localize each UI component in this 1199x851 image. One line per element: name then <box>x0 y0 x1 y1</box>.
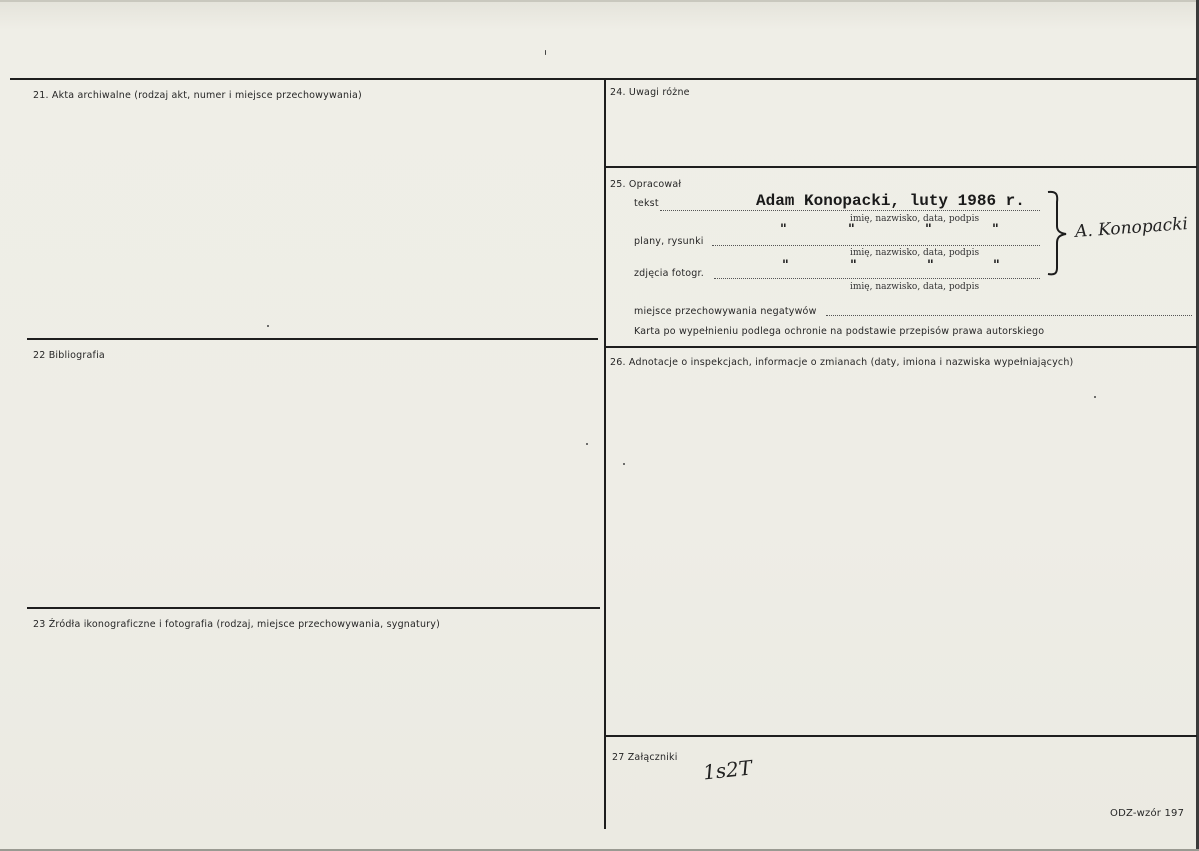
ditto-mark: " <box>850 258 857 273</box>
field-26-label: 26. Adnotacje o inspekcjach, informacje o zmianach (daty, imiona i nazwiska wypełniających) <box>610 357 1074 368</box>
ditto-mark: " <box>848 222 855 237</box>
center-divider <box>604 79 606 829</box>
paper-speck <box>545 50 546 55</box>
copyright-note: Karta po wypełnieniu podlega ochronie na podstawie przepisów prawa autorskiego <box>634 326 1045 337</box>
rule-23 <box>27 607 600 609</box>
ditto-mark: " <box>927 258 934 273</box>
form-code-footer: ODZ-wzór 197 <box>1110 808 1185 819</box>
ditto-mark: " <box>992 222 999 237</box>
zdjecia-caption: imię, nazwisko, data, podpis <box>850 282 980 292</box>
signature: A. Konopacki <box>1074 214 1189 242</box>
paper-speck <box>267 325 269 327</box>
ditto-mark: " <box>780 222 787 237</box>
field-23-label: 23 Źródła ikonograficzne i fotografia (rodzaj, miejsce przechowywania, sygnatury) <box>33 619 441 630</box>
top-edge <box>0 0 1199 2</box>
field-22-label: 22 Bibliografia <box>33 350 105 361</box>
rule-22 <box>27 338 598 340</box>
ditto-mark: " <box>782 258 789 273</box>
negatywy-line <box>826 315 1192 316</box>
negatywy-label: miejsce przechowywania negatywów <box>634 306 817 317</box>
field-25-label: 25. Opracował <box>610 179 682 190</box>
field-24-label: 24. Uwagi różne <box>610 87 690 98</box>
rule-26 <box>605 346 1197 348</box>
plany-line <box>712 245 1040 246</box>
field-21-label: 21. Akta archiwalne (rodzaj akt, numer i miejsce przechowywania) <box>33 90 362 101</box>
paper-speck <box>586 443 588 445</box>
tekst-label: tekst <box>634 198 659 209</box>
tekst-line <box>660 210 1040 211</box>
author-typed-entry: Adam Konopacki, luty 1986 r. <box>756 192 1025 210</box>
ditto-mark: " <box>993 258 1000 273</box>
paper-speck <box>623 463 625 465</box>
zalaczniki-value: 1s2T <box>701 755 754 785</box>
zdjecia-label: zdjęcia fotogr. <box>634 268 704 279</box>
ditto-mark: " <box>925 222 932 237</box>
zdjecia-line <box>714 278 1040 279</box>
rule-25 <box>605 166 1197 168</box>
field-27-label: 27 Załączniki <box>612 752 678 763</box>
rule-27 <box>605 735 1197 737</box>
plany-label: plany, rysunki <box>634 236 704 247</box>
brace-mark <box>1044 188 1074 278</box>
paper-speck <box>1094 396 1096 398</box>
plany-caption: imię, nazwisko, data, podpis <box>850 248 980 258</box>
tekst-caption: imię, nazwisko, data, podpis <box>850 214 980 224</box>
